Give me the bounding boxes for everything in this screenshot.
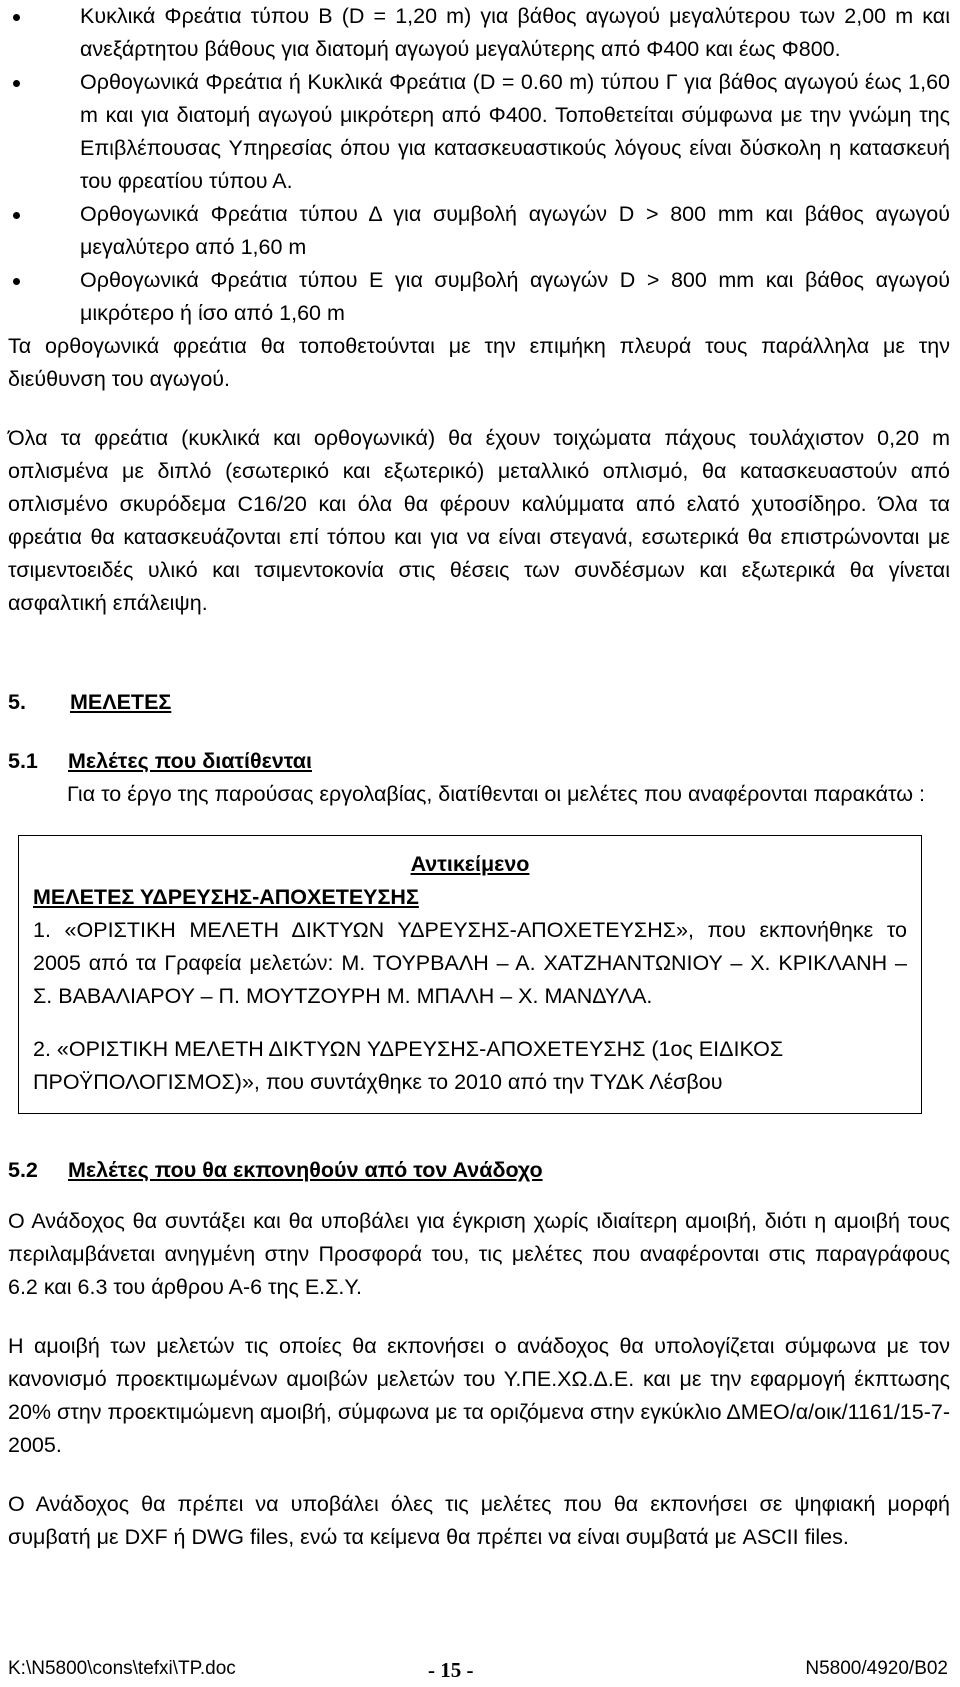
bullet-icon [13, 14, 20, 21]
manhole-type-list [8, 0, 950, 330]
section-5-2-paragraph-2: Η αμοιβή των μελετών τις οποίες θα εκπονήσει ο ανάδοχος θα υπολογίζεται σύμφωνα με τον κανονισμό προεκτιμωμένων αμοιβών μελετών του Υ.ΠΕ.ΧΩ.Δ.Ε. και με την εφαρμογή έκπτωσης 20% στην προεκτιμώμενη αμοιβή, σύμφωνα με τα οριζόμενα στην εγκύκλιο ΔΜΕΟ/α/οικ/1161/15-7-2005. [8, 1334, 950, 1457]
bullet-icon [13, 278, 20, 285]
list-item: Ορθογωνικά Φρεάτια τύπου Ε για συμβολή αγωγών D > 800 mm και βάθος αγωγού μικρότερο ή ίσο από 1,60 m [8, 264, 950, 330]
bullet-icon [13, 212, 20, 219]
document-page [8, 0, 950, 1554]
section-5-heading: 5. ΜΕΛΕΤΕΣ [8, 690, 172, 714]
section-5-2-paragraph-1: Ο Ανάδοχος θα συντάξει και θα υποβάλει για έγκριση χωρίς ιδιαίτερη αμοιβή, διότι η αμοιβή τους περιλαμβάνεται ανηγμένη στην Προσφορά του, τις μελέτες που αναφέρονται στις παραγράφους 6.2 και 6.3 του άρθρου Α-6 της Ε.Σ.Υ. [8, 1209, 950, 1299]
study-item-2: 2. «ΟΡΙΣΤΙΚΗ ΜΕΛΕΤΗ ΔΙΚΤΥΩΝ ΥΔΡΕΥΣΗΣ-ΑΠΟΧΕΤΕΥΣΗΣ (1ος ΕΙΔΙΚΟΣ ΠΡΟΫΠΟΛΟΓΙΣΜΟΣ)», που συντάχθηκε το 2010 από την ΤΥΔΚ Λέσβου [33, 1037, 784, 1094]
section-5-1-intro: Για το έργο της παρούσας εργολαβίας, διατίθενται οι μελέτες που αναφέρονται παρακάτω : [67, 782, 925, 806]
footer-file-path: K:\N5800\cons\tefxi\TP.doc [8, 1658, 236, 1679]
walls-paragraph: Όλα τα φρεάτια (κυκλικά και ορθογωνικά) θα έχουν τοιχώματα πάχους τουλάχιστον 0,20 m οπλισμένα με διπλό (εσωτερικό και εξωτερικό) μεταλλικό οπλισμό, θα κατασκευαστούν από οπλισμένο σκυρόδεμα C16/20 και όλα θα φέρουν καλύμματα από ελατό χυτοσίδηρο. Όλα τα φρεάτια θα κατασκευάζονται επί τόπου και για να είναι στεγανά, εσωτερικά θα επιστρώνονται με τσιμεντοειδές υλικό και τσιμεντοκονία στις θέσεις των συνδέσμων και εξωτερικά θα γίνεται ασφαλτική επάλειψη. [8, 426, 950, 615]
orientation-paragraph: Τα ορθογωνικά φρεάτια θα τοποθετούνται με την επιμήκη πλευρά τους παράλληλα με την διεύθυνση του αγωγού. [8, 334, 950, 391]
box-subtitle: ΜΕΛΕΤΕΣ ΥΔΡΕΥΣΗΣ-ΑΠΟΧΕΤΕΥΣΗΣ [33, 885, 419, 909]
studies-box [18, 835, 922, 1114]
study-item-1: 1. «ΟΡΙΣΤΙΚΗ ΜΕΛΕΤΗ ΔΙΚΤΥΩΝ ΥΔΡΕΥΣΗΣ-ΑΠΟΧΕΤΕΥΣΗΣ», που εκπονήθηκε το 2005 από τα Γραφεία μελετών: Μ. ΤΟΥΡΒΑΛΗ – Α. ΧΑΤΖΗΑΝΤΩΝΙΟΥ – Χ. ΚΡΙΚΛΑΝΗ – Σ. ΒΑΒΑΛΙΑΡΟΥ – Π. ΜΟΥΤΖΟΥΡΗ Μ. ΜΠΑΛΗ – Χ. ΜΑΝΔΥΛΑ. [33, 918, 907, 1008]
box-title: Αντικείμενο [410, 852, 530, 876]
section-5-2-paragraph-3: Ο Ανάδοχος θα πρέπει να υποβάλει όλες τις μελέτες που θα εκπονήσει σε ψηφιακή μορφή συμβατή με DXF ή DWG files, ενώ τα κείμενα θα πρέπει να είναι συμβατά με ASCII files. [8, 1492, 950, 1549]
footer-document-code: N5800/4920/B02 [805, 1658, 948, 1679]
list-item: Ορθογωνικά Φρεάτια ή Κυκλικά Φρεάτια (D = 0.60 m) τύπου Γ για βάθος αγωγού έως 1,60 m και για διατομή αγωγού μικρότερη από Φ400. Τοποθετείται σύμφωνα με την γνώμη της Επιβλέπουσας Υπηρεσίας όπου για κατασκευαστικούς λόγους είναι δύσκολη η κατασκευή του φρεατίου τύπου Α. [8, 66, 950, 198]
page-footer [8, 1648, 948, 1682]
list-item: Κυκλικά Φρεάτια τύπου Β (D = 1,20 m) για βάθος αγωγού μεγαλύτερου των 2,00 m και ανεξάρτητου βάθους για διατομή αγωγού μεγαλύτερης από Φ400 και έως Φ800. [8, 0, 950, 66]
bullet-icon [13, 80, 20, 87]
list-item: Ορθογωνικά Φρεάτια τύπου Δ για συμβολή αγωγών D > 800 mm και βάθος αγωγού μεγαλύτερο από 1,60 m [8, 198, 950, 264]
section-5-1-heading: 5.1 Μελέτες που διατίθενται [8, 749, 312, 773]
footer-page-number: - 15 - [428, 1658, 474, 1682]
section-5-2-heading: 5.2 Μελέτες που θα εκπονηθούν από τον Ανάδοχο [8, 1158, 543, 1182]
